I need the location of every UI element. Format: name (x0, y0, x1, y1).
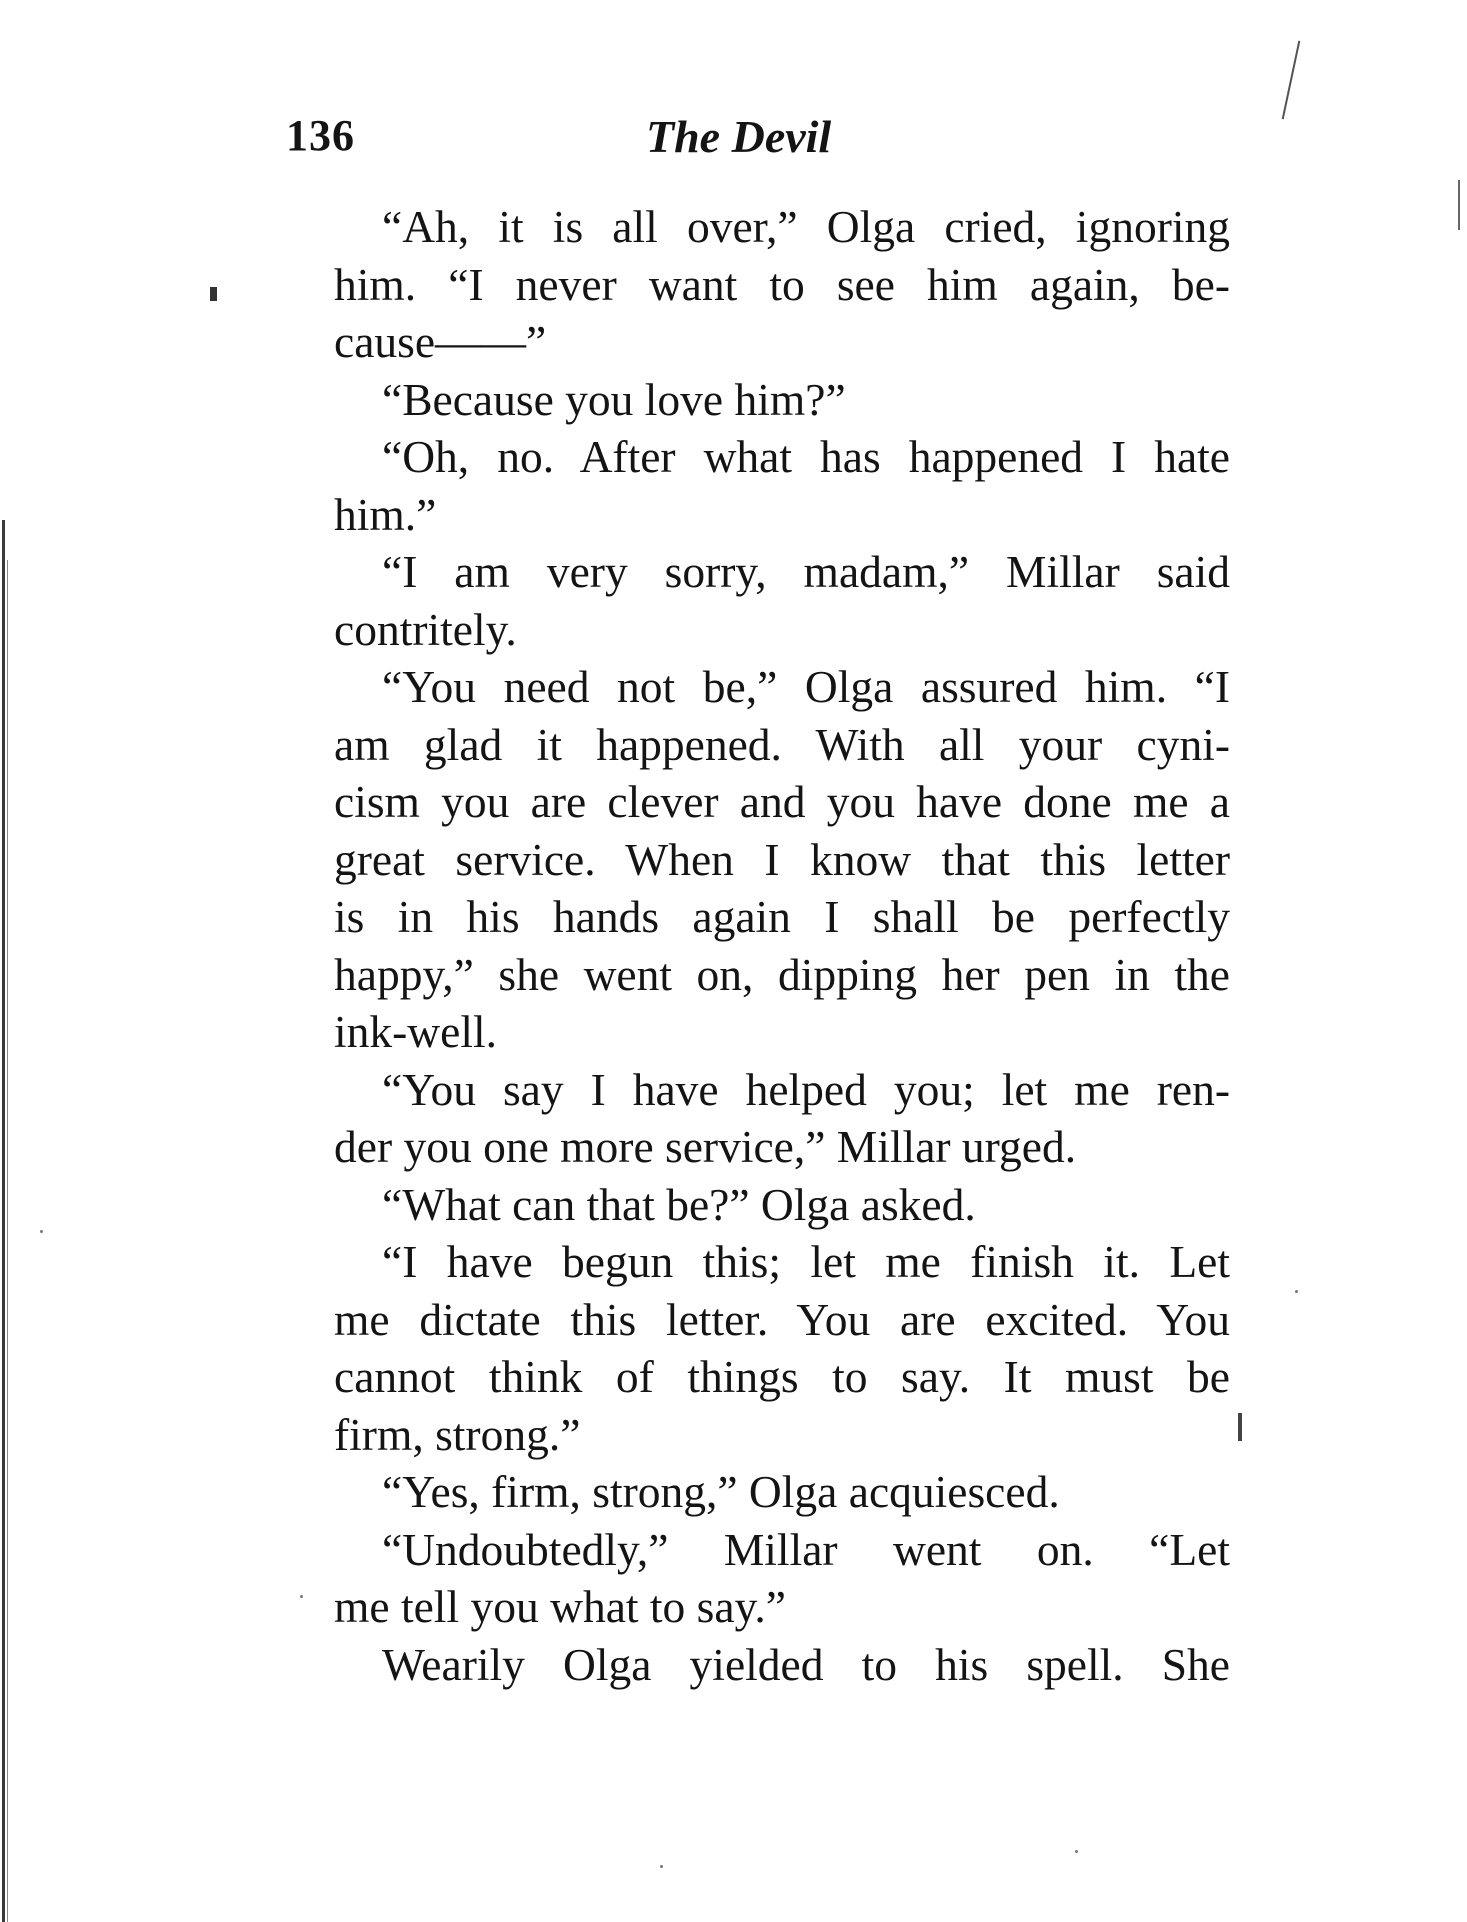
text-line: me dictate this letter. You are excited. You (334, 1293, 1230, 1345)
text-line: is in his hands again I shall be perfectly (334, 891, 1230, 942)
text-line: “Because you love him?” (382, 373, 846, 425)
scan-edge-line (2, 520, 5, 1922)
scan-mark (210, 287, 217, 301)
body-text (286, 198, 1230, 1693)
text-line: “Yes, firm, strong,” Olga acquiesced. (382, 1466, 1060, 1517)
text-line: cism you are clever and you have done me a (334, 776, 1230, 827)
paragraph (286, 658, 1230, 1061)
scan-mark (1282, 41, 1301, 120)
text-line: happy,” she went on, dipping her pen in the (334, 948, 1230, 1000)
text-line: “Oh, no. After what has happened I hate (382, 431, 1230, 482)
text-line: great service. When I know that this letter (334, 833, 1230, 885)
paragraph (286, 198, 1230, 371)
text-line: am glad it happened. With all your cyni- (334, 718, 1230, 770)
paragraph (286, 1233, 1230, 1463)
scan-speck (660, 1865, 663, 1868)
running-title: The Devil (646, 111, 832, 162)
text-line: contritely. (334, 603, 517, 655)
text-line: him.” (334, 488, 437, 540)
text-line: “Undoubtedly,” Millar went on. “Let (382, 1523, 1230, 1575)
text-line: “I have begun this; let me finish it. Let (382, 1236, 1230, 1287)
paragraph (286, 1463, 1230, 1521)
paragraph (286, 1061, 1230, 1176)
scan-mark (1458, 180, 1460, 230)
paragraph (286, 428, 1230, 543)
text-line: firm, strong.” (334, 1408, 581, 1460)
paragraph (286, 1521, 1230, 1636)
scan-edge-line-inner (7, 560, 8, 1922)
text-line: “What can that be?” Olga asked. (382, 1178, 976, 1230)
text-line: him. “I never want to see him again, be- (334, 258, 1230, 310)
text-line: “Ah, it is all over,” Olga cried, ignoring (382, 201, 1230, 252)
text-line: “You say I have helped you; let me ren- (382, 1063, 1230, 1115)
paragraph (286, 1636, 1230, 1694)
paragraph (286, 543, 1230, 658)
page-header (286, 110, 1230, 174)
scan-speck (1295, 1290, 1298, 1293)
text-line: cannot think of things to say. It must be (334, 1351, 1230, 1402)
text-line: “You need not be,” Olga assured him. “I (382, 661, 1230, 712)
scan-speck (1075, 1850, 1078, 1853)
scan-mark (1238, 1413, 1242, 1441)
paragraph (286, 371, 1230, 429)
paragraph (286, 1176, 1230, 1234)
text-line: me tell you what to say.” (334, 1581, 786, 1632)
text-line: ink-well. (334, 1006, 498, 1057)
scan-speck (40, 1230, 43, 1233)
text-line: der you one more service,” Millar urged. (334, 1121, 1077, 1172)
text-line: Wearily Olga yielded to his spell. She (382, 1638, 1230, 1690)
text-line: cause——” (334, 316, 547, 367)
text-line: “I am very sorry, madam,” Millar said (382, 546, 1230, 597)
page-number: 136 (286, 111, 355, 160)
